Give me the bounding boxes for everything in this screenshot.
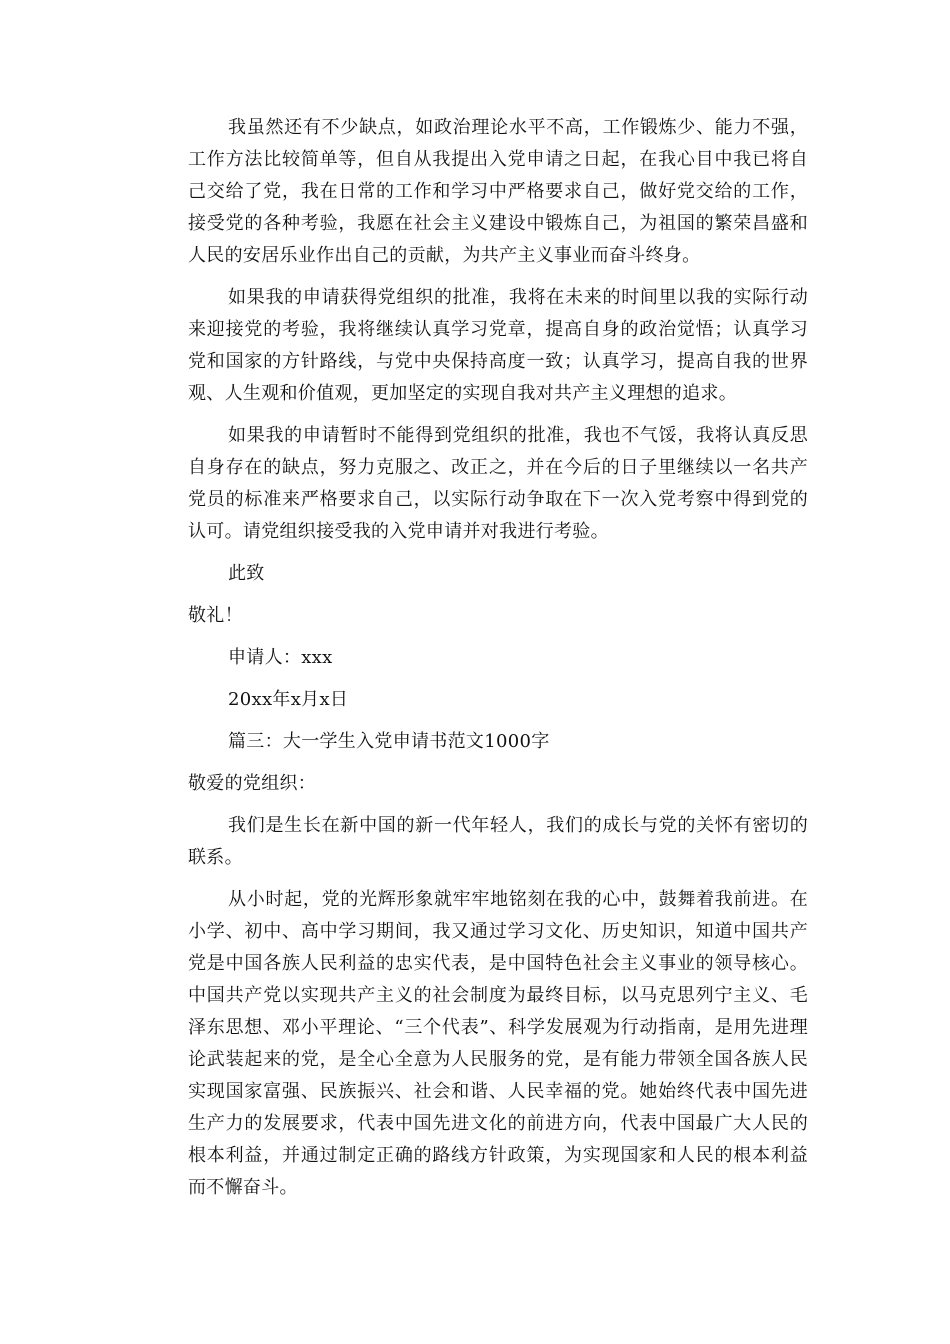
greeting-line: 敬爱的党组织：: [188, 773, 317, 794]
paragraph-if-not-approved: 如果我的申请暂时不能得到党组织的批准，我也不气馁，我将认真反思自身存在的缺点，努力克服之、改正之，并在今后的日子里继续以一名共产党员的标准来严格要求自己，以实际行动争取在下一次入党考察中得到党的认可。请党组织接受我的入党申请并对我进行考验。: [188, 425, 808, 542]
document-body: [188, 112, 808, 1214]
paragraph-new-generation: 我们是生长在新中国的新一代年轻人，我们的成长与党的关怀有密切的联系。: [188, 815, 808, 868]
applicant-line: 申请人：xxx: [228, 647, 333, 668]
paragraph-shortcomings: 我虽然还有不少缺点，如政治理论水平不高，工作锻炼少、能力不强，工作方法比较简单等，但自从我提出入党申请之日起，在我心目中我已将自己交给了党，我在日常的工作和学习中严格要求自己，做好党交给的工作，接受党的各种考验，我愿在社会主义建设中锻炼自己，为祖国的繁荣昌盛和人民的安居乐业作出自己的贡献，为共产主义事业而奋斗终身。: [188, 117, 808, 266]
paragraph-if-approved: 如果我的申请获得党组织的批准，我将在未来的时间里以我的实际行动来迎接党的考验，我将继续认真学习党章，提高自身的政治觉悟；认真学习党和国家的方针路线，与党中央保持高度一致；认真学习，提高自我的世界观、人生观和价值观，更加坚定的实现自我对共产主义理想的追求。: [188, 287, 808, 404]
section-title: 篇三：大一学生入党申请书范文1000字: [228, 731, 550, 752]
closing-line: 此致: [228, 563, 265, 584]
salute-line: 敬礼！: [188, 605, 243, 626]
date-line: 20xx年x月x日: [228, 689, 349, 710]
paragraph-party-image: 从小时起，党的光辉形象就牢牢地铭刻在我的心中，鼓舞着我前进。在小学、初中、高中学习期间，我又通过学习文化、历史知识，知道中国共产党是中国各族人民利益的忠实代表，是中国特色社会主义事业的领导核心。中国共产党以实现共产主义的社会制度为最终目标，以马克思列宁主义、毛泽东思想、邓小平理论、“三个代表”、科学发展观为行动指南，是用先进理论武装起来的党，是全心全意为人民服务的党，是有能力带领全国各族人民实现国家富强、民族振兴、社会和谐、人民幸福的党。她始终代表中国先进生产力的发展要求，代表中国先进文化的前进方向，代表中国最广大人民的根本利益，并通过制定正确的路线方针政策，为实现国家和人民的根本利益而不懈奋斗。: [188, 889, 808, 1198]
